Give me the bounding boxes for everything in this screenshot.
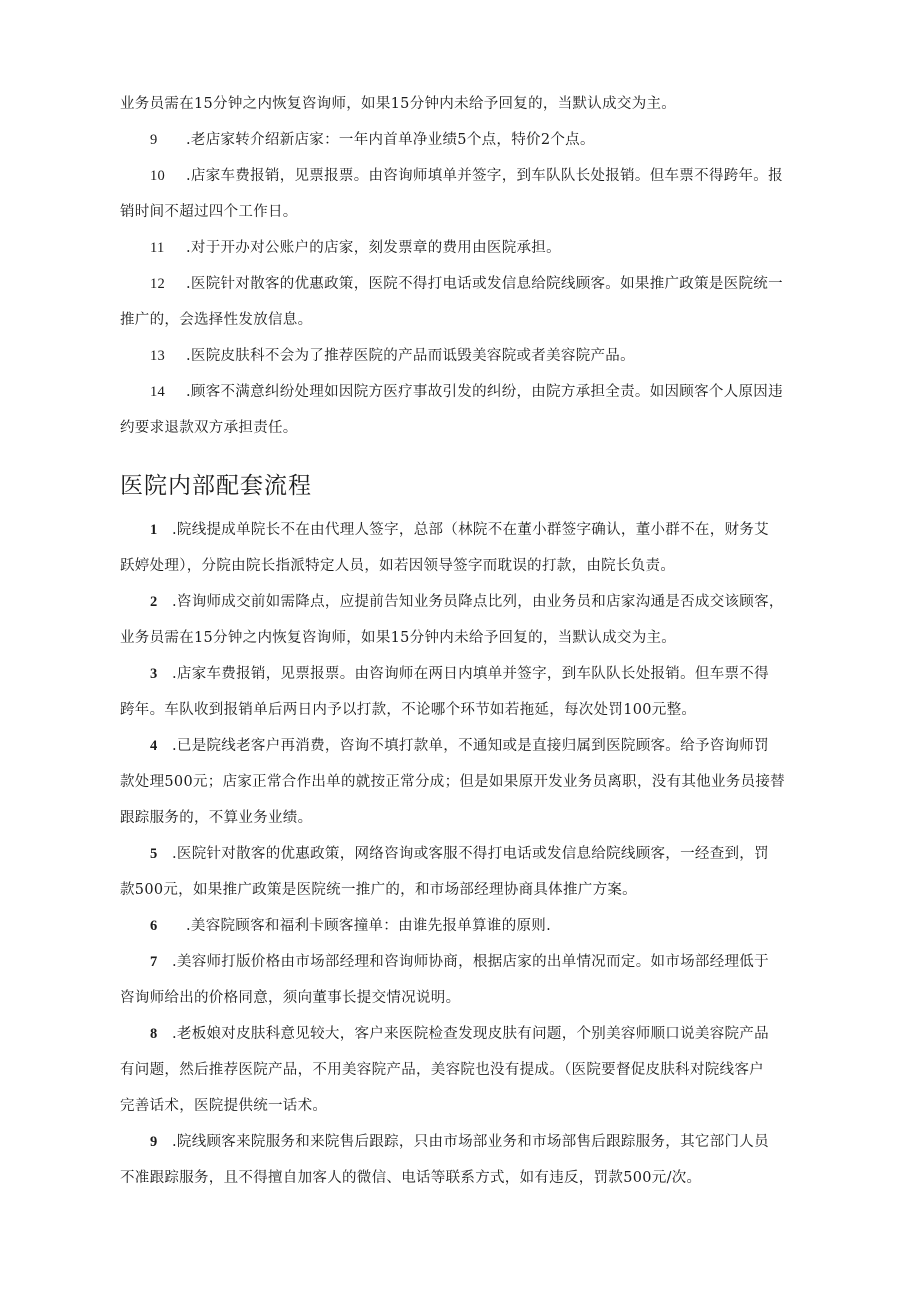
- item-text: .已是院线老客户再消费，咨询不填打款单，不通知或是直接归属到医院顾客。给予咨询师罚: [172, 738, 769, 754]
- item-continuation: 推广的，会选择性发放信息。: [120, 312, 313, 328]
- list-item: [120, 908, 805, 944]
- item-continuation: 有问题，然后推荐医院产品，不用美容院产品，美容院也没有提成。（医院要督促皮肤科对院线客户: [120, 1062, 764, 1078]
- item-text: .医院皮肤科不会为了推荐医院的产品而诋毁美容院或者美容院产品。: [186, 348, 635, 364]
- item-text: .店家车费报销，见票报票。由咨询师在两日内填单并签字，到车队队长处报销。但车票不得: [172, 666, 769, 682]
- item-text: .院线顾客来院服务和来院售后跟踪，只由市场部业务和市场部售后跟踪服务，其它部门人员: [172, 1134, 769, 1150]
- list-item: [120, 338, 805, 374]
- item-number: 12: [150, 276, 166, 292]
- document-page: [120, 86, 805, 1196]
- item-continuation: 业务员需在15分钟之内恢复咨询师，如果15分钟内未给予回复的，当默认成交为主。: [120, 630, 677, 646]
- item-text: .美容师打版价格由市场部经理和咨询师协商，根据店家的出单情况而定。如市场部经理低于: [172, 954, 769, 970]
- item-number: 10: [150, 168, 166, 184]
- item-number: 3: [150, 666, 158, 682]
- item-number: 1: [150, 522, 158, 538]
- item-continuation: 不准跟踪服务，且不得擅自加客人的微信、电话等联系方式，如有违反，罚款500元/次。: [120, 1170, 702, 1186]
- item-continuation: 跃婷处理），分院由院长指派特定人员，如若因领导签字而耽误的打款，由院长负责。: [120, 558, 676, 574]
- list-item: [120, 230, 805, 266]
- list-item: [120, 266, 805, 302]
- item-number: 7: [150, 954, 158, 970]
- list-item: [120, 1016, 805, 1052]
- item-number: 5: [150, 846, 158, 862]
- item-number: 2: [150, 594, 158, 610]
- item-continuation: 款处理500元；店家正常合作出单的就按正常分成；但是如果原开发业务员离职，没有其他业务员接替: [120, 774, 785, 790]
- item-number: 9: [150, 132, 158, 148]
- item-number: 14: [150, 384, 166, 400]
- list-item: [120, 122, 805, 158]
- item-text: .咨询师成交前如需降点，应提前告知业务员降点比列，由业务员和店家沟通是否成交该顾客，: [172, 594, 784, 610]
- section-heading: 医院内部配套流程: [120, 473, 312, 499]
- item-continuation: 跟踪服务的，不算业务业绩。: [120, 810, 313, 826]
- list-item: [120, 656, 805, 692]
- item-number: 4: [150, 738, 158, 754]
- item-number: 9: [150, 1134, 158, 1150]
- intro-line: 业务员需在15分钟之内恢复咨询师，如果15分钟内未给予回复的，当默认成交为主。: [120, 96, 677, 112]
- item-text: .老店家转介绍新店家：一年内首单净业绩5个点，特价2个点。: [186, 132, 595, 148]
- list-item: [120, 1124, 805, 1160]
- list-item: [120, 944, 805, 980]
- item-text: .对于开办对公账户的店家，刻发票章的费用由医院承担。: [186, 240, 561, 256]
- item-number: 8: [150, 1026, 158, 1042]
- item-continuation: 完善话术，医院提供统一话术。: [120, 1098, 328, 1114]
- item-continuation: 约要求退款双方承担责任。: [120, 420, 298, 436]
- item-number: 6: [150, 918, 158, 934]
- list-item: [120, 374, 805, 410]
- list-item: [120, 836, 805, 872]
- list-item: [120, 728, 805, 764]
- item-number: 11: [150, 240, 165, 256]
- item-text: .美容院顾客和福利卡顾客撞单：由谁先报单算谁的原则.: [186, 918, 552, 934]
- item-continuation: 咨询师给出的价格同意，须向董事长提交情况说明。: [120, 990, 461, 1006]
- item-continuation: 款500元，如果推广政策是医院统一推广的，和市场部经理协商具体推广方案。: [120, 882, 637, 898]
- item-continuation: 跨年。车队收到报销单后两日内予以打款，不论哪个环节如若拖延，每次处罚100元整。: [120, 702, 697, 718]
- item-text: .医院针对散客的优惠政策，网络咨询或客服不得打电话或发信息给院线顾客，一经查到，罚: [172, 846, 769, 862]
- item-text: .顾客不满意纠纷处理如因院方医疗事故引发的纠纷，由院方承担全责。如因顾客个人原因违: [186, 384, 783, 400]
- list-item: [120, 584, 805, 620]
- item-text: .老板娘对皮肤科意见较大，客户来医院检查发现皮肤有问题，个别美容师顺口说美容院产品: [172, 1026, 769, 1042]
- item-continuation: 销时间不超过四个工作日。: [120, 204, 298, 220]
- item-number: 13: [150, 348, 166, 364]
- list-item: [120, 512, 805, 548]
- item-text: .医院针对散客的优惠政策，医院不得打电话或发信息给院线顾客。如果推广政策是医院统一: [186, 276, 783, 292]
- list-item: [120, 158, 805, 194]
- item-text: .院线提成单院长不在由代理人签字，总部（林院不在董小群签字确认，董小群不在，财务艾: [172, 522, 769, 538]
- item-text: .店家车费报销，见票报票。由咨询师填单并签字，到车队队长处报销。但车票不得跨年。报: [186, 168, 783, 184]
